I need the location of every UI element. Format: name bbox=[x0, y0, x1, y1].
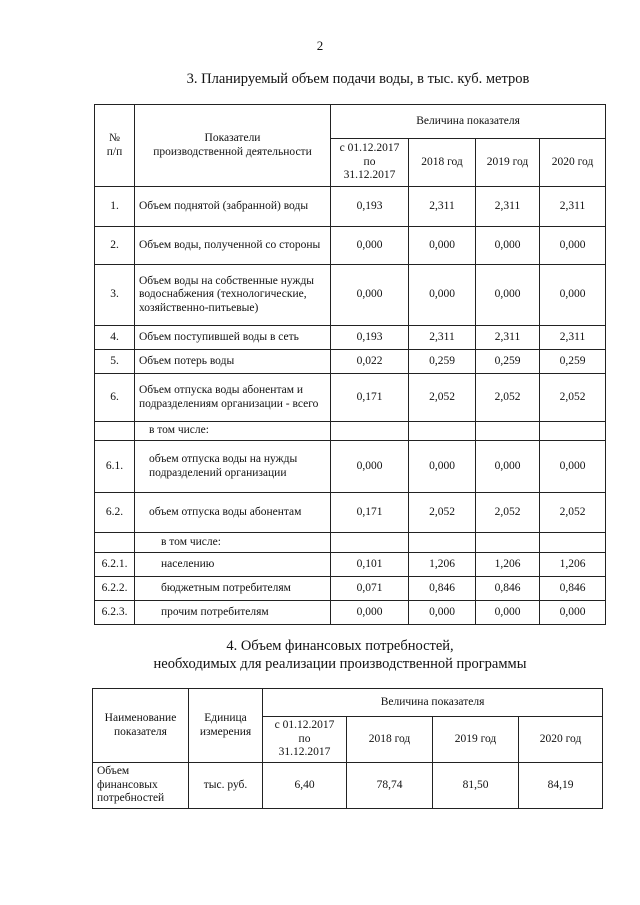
cell-2018: 0,846 bbox=[409, 577, 476, 601]
row-name: прочим потребителям bbox=[135, 601, 331, 625]
cell-period: 0,171 bbox=[331, 493, 409, 533]
cell-2020: 0,846 bbox=[540, 577, 606, 601]
header-2018: 2018 год bbox=[347, 717, 433, 763]
table-row bbox=[95, 422, 606, 441]
cell-2020: 1,206 bbox=[540, 553, 606, 577]
cell-period: 0,000 bbox=[331, 227, 409, 265]
cell-2018 bbox=[409, 422, 476, 441]
row-name: Объем воды, полученной со стороны bbox=[135, 227, 331, 265]
cell-2018: 0,000 bbox=[409, 601, 476, 625]
cell-period: 0,000 bbox=[331, 441, 409, 493]
cell-2020: 0,000 bbox=[540, 227, 606, 265]
cell-2019: 0,000 bbox=[476, 265, 540, 326]
row-name: в том числе: bbox=[135, 533, 331, 553]
row-name: Объем воды на собственные нужды водоснабжения (технологические, хозяйственно-питьевые) bbox=[135, 265, 331, 326]
row-num: 5. bbox=[95, 350, 135, 374]
cell-period: 0,022 bbox=[331, 350, 409, 374]
cell-2018: 0,000 bbox=[409, 441, 476, 493]
cell-2019: 0,846 bbox=[476, 577, 540, 601]
cell-2018: 0,259 bbox=[409, 350, 476, 374]
header-2019: 2019 год bbox=[476, 139, 540, 187]
row-name: бюджетным потребителям bbox=[135, 577, 331, 601]
cell-2018: 2,311 bbox=[409, 187, 476, 227]
cell-2019: 2,052 bbox=[476, 493, 540, 533]
row-name: объем отпуска воды абонентам bbox=[135, 493, 331, 533]
header-name: Наименование показателя bbox=[93, 689, 189, 763]
header-value-group: Величина показателя bbox=[263, 689, 603, 717]
cell-2019: 1,206 bbox=[476, 553, 540, 577]
row-num: 6.2. bbox=[95, 493, 135, 533]
cell-period: 6,40 bbox=[263, 763, 347, 809]
page-number: 2 bbox=[316, 38, 324, 53]
header-2019: 2019 год bbox=[433, 717, 519, 763]
cell-period: 0,193 bbox=[331, 326, 409, 350]
cell-2019: 2,052 bbox=[476, 374, 540, 422]
section-4-title-line2: необходимых для реализации производственной программы bbox=[153, 656, 527, 672]
financial-needs-table bbox=[92, 688, 603, 809]
cell-2020: 0,000 bbox=[540, 441, 606, 493]
row-num bbox=[95, 422, 135, 441]
cell-2020: 0,000 bbox=[540, 601, 606, 625]
table-row bbox=[95, 493, 606, 533]
row-num: 4. bbox=[95, 326, 135, 350]
cell-2019: 0,000 bbox=[476, 601, 540, 625]
header-2018: 2018 год bbox=[409, 139, 476, 187]
cell-2018: 78,74 bbox=[347, 763, 433, 809]
cell-2019 bbox=[476, 422, 540, 441]
section-4-title bbox=[20, 637, 640, 673]
cell-2020: 84,19 bbox=[519, 763, 603, 809]
cell-period: 0,000 bbox=[331, 601, 409, 625]
row-name: Объем финансовых потребностей bbox=[93, 763, 189, 809]
row-num bbox=[95, 533, 135, 553]
cell-2018: 0,000 bbox=[409, 265, 476, 326]
cell-2018 bbox=[409, 533, 476, 553]
table-row bbox=[95, 374, 606, 422]
cell-2019: 0,000 bbox=[476, 441, 540, 493]
cell-period: 0,193 bbox=[331, 187, 409, 227]
row-name: населению bbox=[135, 553, 331, 577]
table-row bbox=[95, 577, 606, 601]
row-num: 1. bbox=[95, 187, 135, 227]
header-unit: Единица измерения bbox=[189, 689, 263, 763]
table-row bbox=[95, 227, 606, 265]
cell-2019: 2,311 bbox=[476, 326, 540, 350]
table-row bbox=[95, 265, 606, 326]
cell-period bbox=[331, 533, 409, 553]
table-row bbox=[95, 441, 606, 493]
row-name: объем отпуска воды на нужды подразделений организации bbox=[135, 441, 331, 493]
table-row bbox=[95, 326, 606, 350]
cell-period bbox=[331, 422, 409, 441]
cell-2018: 1,206 bbox=[409, 553, 476, 577]
row-num: 3. bbox=[95, 265, 135, 326]
cell-2020: 2,311 bbox=[540, 187, 606, 227]
row-num: 6.2.1. bbox=[95, 553, 135, 577]
header-2020: 2020 год bbox=[540, 139, 606, 187]
row-num: 6.2.3. bbox=[95, 601, 135, 625]
cell-2020 bbox=[540, 422, 606, 441]
cell-2020: 2,052 bbox=[540, 493, 606, 533]
cell-period: 0,071 bbox=[331, 577, 409, 601]
table-row bbox=[95, 601, 606, 625]
cell-period: 0,101 bbox=[331, 553, 409, 577]
cell-2020 bbox=[540, 533, 606, 553]
row-name: Объем поднятой (забранной) воды bbox=[135, 187, 331, 227]
row-num: 2. bbox=[95, 227, 135, 265]
table-row bbox=[95, 533, 606, 553]
water-supply-table bbox=[94, 104, 606, 625]
cell-2020: 0,000 bbox=[540, 265, 606, 326]
section-3-title: 3. Планируемый объем подачи воды, в тыс. куб. метров bbox=[186, 71, 530, 87]
cell-2019: 0,000 bbox=[476, 227, 540, 265]
header-period: с 01.12.2017 по 31.12.2017 bbox=[263, 717, 347, 763]
cell-2020: 0,259 bbox=[540, 350, 606, 374]
cell-2019: 0,259 bbox=[476, 350, 540, 374]
section-4-title-line1: 4. Объем финансовых потребностей, bbox=[226, 638, 454, 654]
row-num: 6. bbox=[95, 374, 135, 422]
table-row bbox=[93, 763, 603, 809]
cell-period: 0,171 bbox=[331, 374, 409, 422]
row-num: 6.1. bbox=[95, 441, 135, 493]
table-row bbox=[95, 553, 606, 577]
cell-2019: 81,50 bbox=[433, 763, 519, 809]
row-name: Объем потерь воды bbox=[135, 350, 331, 374]
cell-2019: 2,311 bbox=[476, 187, 540, 227]
cell-2018: 2,052 bbox=[409, 374, 476, 422]
header-indicator: Показатели производственной деятельности bbox=[135, 105, 331, 187]
cell-2018: 0,000 bbox=[409, 227, 476, 265]
cell-2018: 2,311 bbox=[409, 326, 476, 350]
row-name: Объем поступившей воды в сеть bbox=[135, 326, 331, 350]
row-name: в том числе: bbox=[135, 422, 331, 441]
row-name: Объем отпуска воды абонентам и подразделениям организации - всего bbox=[135, 374, 331, 422]
cell-2019 bbox=[476, 533, 540, 553]
header-num: № п/п bbox=[95, 105, 135, 187]
table-row bbox=[95, 350, 606, 374]
row-num: 6.2.2. bbox=[95, 577, 135, 601]
cell-2020: 2,052 bbox=[540, 374, 606, 422]
header-2020: 2020 год bbox=[519, 717, 603, 763]
header-period: с 01.12.2017 по 31.12.2017 bbox=[331, 139, 409, 187]
cell-period: 0,000 bbox=[331, 265, 409, 326]
cell-2020: 2,311 bbox=[540, 326, 606, 350]
cell-2018: 2,052 bbox=[409, 493, 476, 533]
row-unit: тыс. руб. bbox=[189, 763, 263, 809]
header-value-group: Величина показателя bbox=[331, 105, 606, 139]
table-row bbox=[95, 187, 606, 227]
